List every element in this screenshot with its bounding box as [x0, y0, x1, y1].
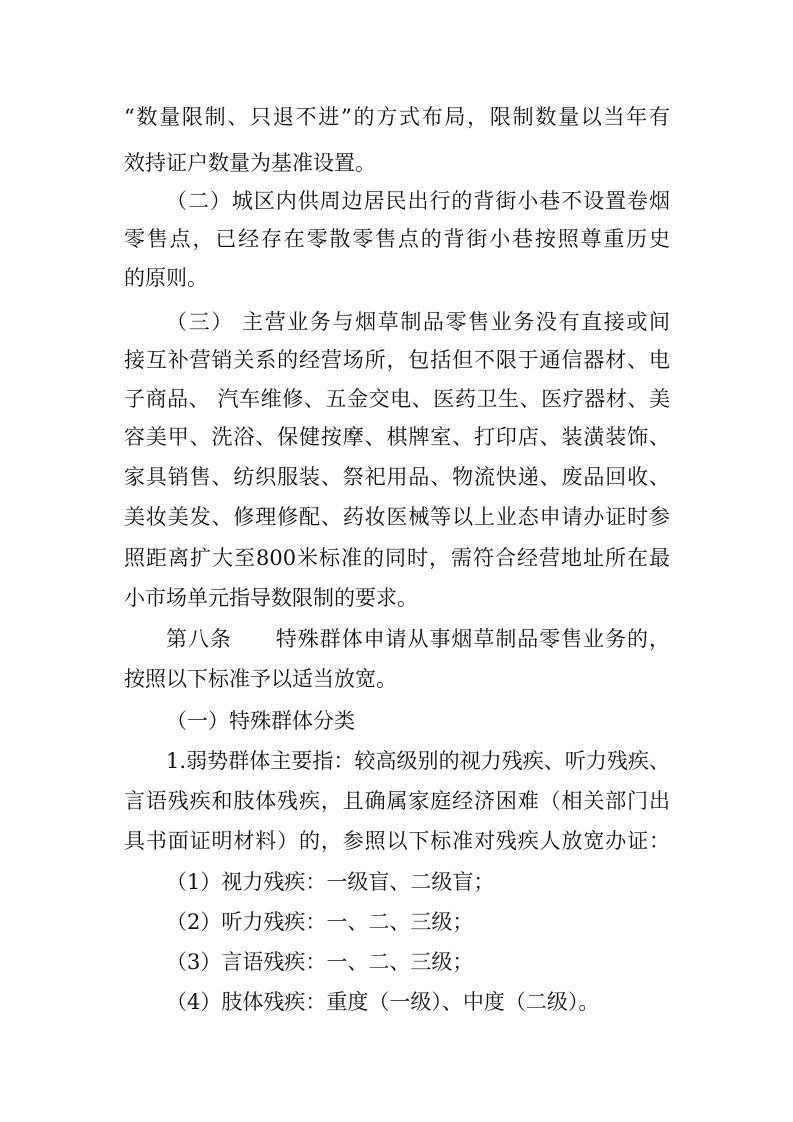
- text-line: （4）肢体残疾：重度（一级）、中度（二级）。: [166, 990, 600, 1014]
- text-line: 子商品、 汽车维修、五金交电、医药卫生、医疗器材、美: [124, 387, 670, 411]
- text-line: 美妆美发、修理修配、药妆医械等以上业态申请办证时参: [124, 505, 670, 529]
- text-line: 容美甲、洗浴、保健按摩、棋牌室、打印店、装潢装饰、: [124, 425, 670, 449]
- text-line: 言语残疾和肢体残疾，且确属家庭经济困难（相关部门出: [124, 789, 670, 813]
- text-line: （3）言语残疾：一、二、三级；: [166, 950, 474, 974]
- text-line: 照距离扩大至800米标准的同时，需符合经营地址所在最: [124, 546, 670, 570]
- text-line: （三） 主营业务与烟草制品零售业务没有直接或间: [166, 310, 670, 334]
- text-line: （一）特殊群体分类: [166, 709, 355, 733]
- text-line: 零售点，已经存在零散零售点的背街小巷按照尊重历史: [124, 227, 670, 251]
- text-line: 效持证户数量为基准设置。: [124, 151, 376, 175]
- text-line: 家具销售、纺织服装、祭祀用品、物流快递、废品回收、: [124, 465, 670, 489]
- text-line: 接互补营销关系的经营场所，包括但不限于通信器材、电: [124, 348, 670, 372]
- text-line: （二）城区内供周边居民出行的背街小巷不设置卷烟: [166, 189, 670, 213]
- text-line: （1）视力残疾：一级盲、二级盲；: [166, 870, 495, 894]
- text-line: 第八条 特殊群体申请从事烟草制品零售业务的，: [166, 627, 670, 651]
- text-line: 具书面证明材料）的，参照以下标准对残疾人放宽办证：: [124, 829, 670, 853]
- text-line: 1.弱势群体主要指：较高级别的视力残疾、听力残疾、: [166, 749, 670, 773]
- text-line: 小市场单元指导数限制的要求。: [124, 586, 418, 610]
- text-line: 按照以下标准予以适当放宽。: [124, 667, 397, 691]
- text-line: （2）听力残疾：一、二、三级；: [166, 910, 474, 934]
- text-line: “数量限制、只退不进”的方式布局，限制数量以当年有: [124, 105, 670, 129]
- text-line: 的原则。: [124, 266, 208, 290]
